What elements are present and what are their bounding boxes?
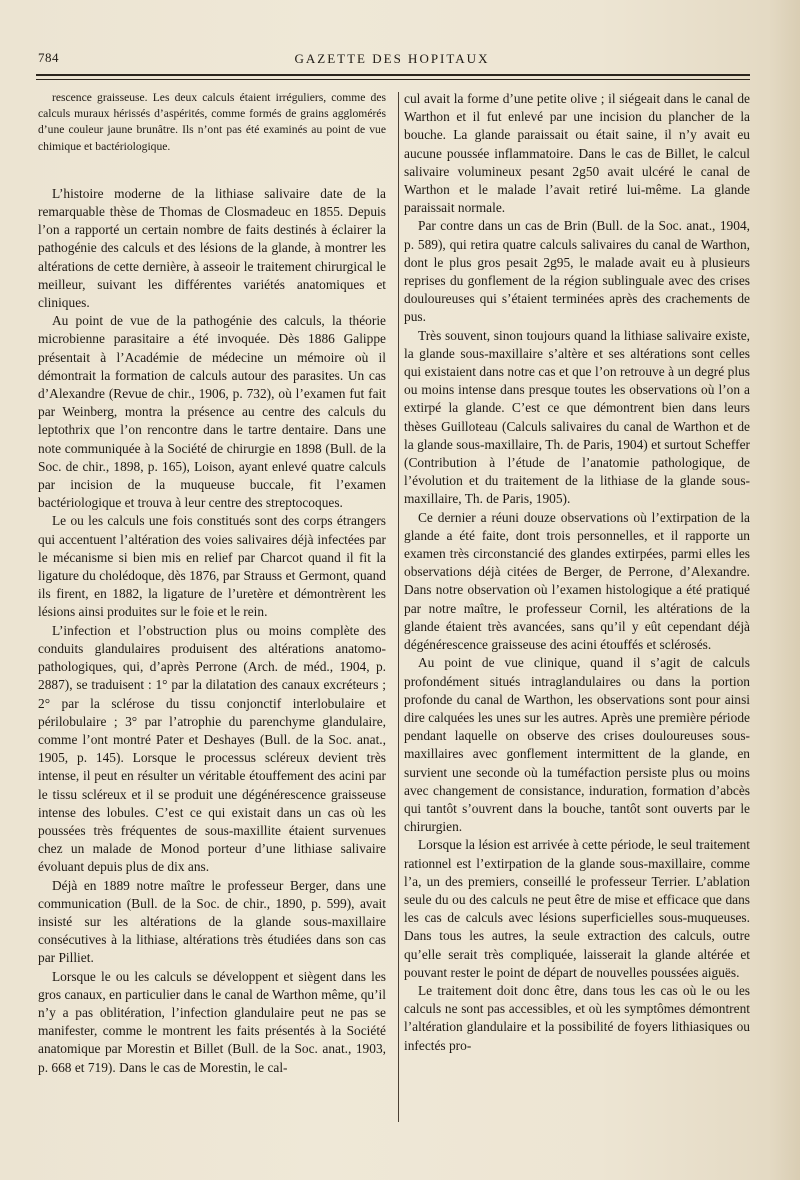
page-header bbox=[34, 50, 750, 72]
section-gap bbox=[38, 155, 386, 185]
column-divider bbox=[398, 92, 399, 1122]
body-paragraph: L’histoire moderne de la lithiase salivaire date de la remarquable thèse de Thomas de Closmadeuc en 1855. Depuis l’on a rapporté un certain nombre de faits destinés à éclairer la pathogénie des calculs et des lésions de la glande, à montrer les altérations de cette dernière, à asseoir le traitement chirurgical le meilleur, suivant les différentes variétés anatomiques et cliniques. bbox=[38, 185, 386, 311]
body-paragraph: Lorsque le ou les calculs se développent et siègent dans les gros canaux, en particulier dans le canal de Warthon même, qu’il n’y a pas oblitération, l’infection glandulaire peut ne pas se manifester, comme le montrent les faits présentés à la Société anatomique par Morestin et Billet (Bull. de la Soc. anat., 1903, p. 668 et 719). Dans le cas de Morestin, le cal- bbox=[38, 968, 386, 1075]
header-rule-thick bbox=[36, 74, 750, 76]
running-title: GAZETTE DES HOPITAUX bbox=[294, 51, 490, 66]
small-print-paragraph: rescence graisseuse. Les deux calculs étaient irréguliers, comme des calculs muraux hérissés d’aspérités, comme formés de grains agglomérés d’une couleur jaune brunâtre. Ils n’ont pas été examinés au point de vue chimique et bactériologique. bbox=[38, 91, 386, 153]
body-paragraph: L’infection et l’obstruction plus ou moins complète des conduits glandulaires produisent des altérations anatomo-pathologiques, qui, d’après Perrone (Arch. de méd., 1904, p. 2887), se traduisent : 1° par la dilatation des canaux excréteurs ; 2° par la sclérose du tissu conjonctif interlobulaire et périlobulaire ; 3° par l’atrophie du parenchyme glandulaire, comme l’ont montré Pater et Deshayes (Bull. de la Soc. anat., 1905, p. 145). Lorsque le processus scléreux devient très intense, il peut en résulter un véritable étouffement des acini par le tissu scléreux et il se produit une dégénérescence graisseuse intense des lobules. C’est ce qui existait dans un cas où les poussées très fréquentes de sous-maxillite étaient survenues chez un malade de Monod porteur d’une lithiase salivaire évoluant depuis plus de dix ans. bbox=[38, 622, 386, 875]
body-paragraph: Le ou les calculs une fois constitués sont des corps étrangers qui accentuent l’altération des voies salivaires déjà infectées par le mécanisme si bien mis en relief par Charcot quand il fit la ligature du cholédoque, dès 1876, par Strauss et Germont, quand ils firent, en 1882, la ligature de l’uretère et démontrèrent les lésions ainsi produites sur le foie et le rein. bbox=[38, 513, 386, 620]
header-rule-thin bbox=[36, 79, 750, 80]
right-column bbox=[404, 90, 750, 1055]
body-paragraph: Par contre dans un cas de Brin (Bull. de la Soc. anat., 1904, p. 589), qui retira quatre calculs salivaires du canal de Warthon, dont le plus gros pesait 2g95, le malade avait eu à plusieurs reprises du gonflement de la région sublinguale avec des crises douloureuses qui s’étaient terminées après des crachements de pus. bbox=[404, 218, 750, 325]
body-paragraph: Au point de vue clinique, quand il s’agit de calculs profondément situés intraglandulaires ou dans la portion profonde du canal de Warthon, les observations sont pour ainsi dire calquées les unes sur les autres. Après une première période pendant laquelle on observe des crises douloureuses sous-maxillaires avec gonflement intermittent de la glande, en survient une seconde où la tuméfaction persiste plus ou moins avec changement de consistance, induration, formation d’abcès qui tantôt s’ouvrent dans la bouche, tantôt sont ouverts par le chirurgien. bbox=[404, 655, 750, 835]
body-paragraph: Très souvent, sinon toujours quand la lithiase salivaire existe, la glande sous-maxillaire s’altère et ses altérations sont celles qui existaient dans notre cas et que l’on retrouve à un degré plus ou moins intense dans presque toutes les observations où l’on a extirpé la glande. C’est ce que démontrent bien dans leurs thèses Guilloteau (Calculs salivaires du canal de Warthon et de la glande sous-maxillaire, Th. de Paris, 1904) et surtout Scheffer (Contribution à l’étude de l’anatomie pathologique, de l’évolution et du traitement de la lithiase de la glande sous-maxillaire, Th. de Paris, 1905). bbox=[404, 327, 750, 507]
body-paragraph: Déjà en 1889 notre maître le professeur Berger, dans une communication (Bull. de la Soc. de chir., 1890, p. 599), avait insisté sur les altérations de la glande sous-maxillaire consécutives à la lithiase, altérations très étudiées dans son cas par Pilliet. bbox=[38, 877, 386, 966]
body-paragraph: Lorsque la lésion est arrivée à cette période, le seul traitement rationnel est l’extirpation de la glande sous-maxillaire, comme l’a, un des premiers, conseillé le professeur Terrier. L’ablation seule du ou des calculs ne peut être de mise et efficace que dans les cas de calculs avec lésions superficielles sous-muqueuses. Dans tous les autres, la seule extraction des calculs, outre qu’elle serait très compliquée, laisserait la glande altérée et pouvant rester le point de départ de nouvelles poussées aiguës. bbox=[404, 837, 750, 980]
body-paragraph: Ce dernier a réuni douze observations où l’extirpation de la glande a été faite, dont trois personnelles, et il rapporte un examen très circonstancié des glandes extirpées, parmi elles les observations déjà citées de Berger, de Perrone, d’Alexandre. Dans notre observation où l’examen histologique a été pratiqué par notre maître, le professeur Cornil, les altérations de la glande étaient très avancées, sans qu’il y eût cependant déjà dégénérescence graisseuse des acini étouffés et sclérosés. bbox=[404, 509, 750, 653]
page-number: 784 bbox=[38, 50, 59, 65]
body-paragraph: Le traitement doit donc être, dans tous les cas où le ou les calculs ne sont pas accessibles, et où les symptômes démontrent l’altération glandulaire et la possibilité de foyers lithiasiques ou infectés pro- bbox=[404, 982, 750, 1053]
body-paragraph: Au point de vue de la pathogénie des calculs, la théorie microbienne parasitaire a été invoquée. Dès 1886 Galippe présentait à l’Académie de médecine un mémoire où il démontrait la formation de calculs autour des parasites. Un cas d’Alexandre (Revue de chir., 1906, p. 732), où l’examen fut fait par Weinberg, montra la présence au centre des calculs du leptothrix que l’on rencontre dans le tartre dentaire. Dans une note communiquée à la Société de chirurgie en 1898 (Bull. de la Soc. de chir., 1898, p. 165), Loison, ayant enlevé quatre calculs par incision de la muqueuse buccale, fit l’examen bactériologique et trouva à leur centre des streptocoques. bbox=[38, 313, 386, 511]
left-column bbox=[38, 90, 386, 1077]
continued-paragraph: cul avait la forme d’une petite olive ; il siégeait dans le canal de Warthon et il fut enlevé par une incision du plancher de la bouche. La glande paraissait ou était saine, il n’y avait eu aucune poussée inflammatoire. Dans le cas de Billet, le calcul salivaire volumineux pesant 2g50 avait ulcéré le canal de Warthon et le malade l’avait retiré lui-même. La glande paraissait normale. bbox=[404, 91, 750, 216]
